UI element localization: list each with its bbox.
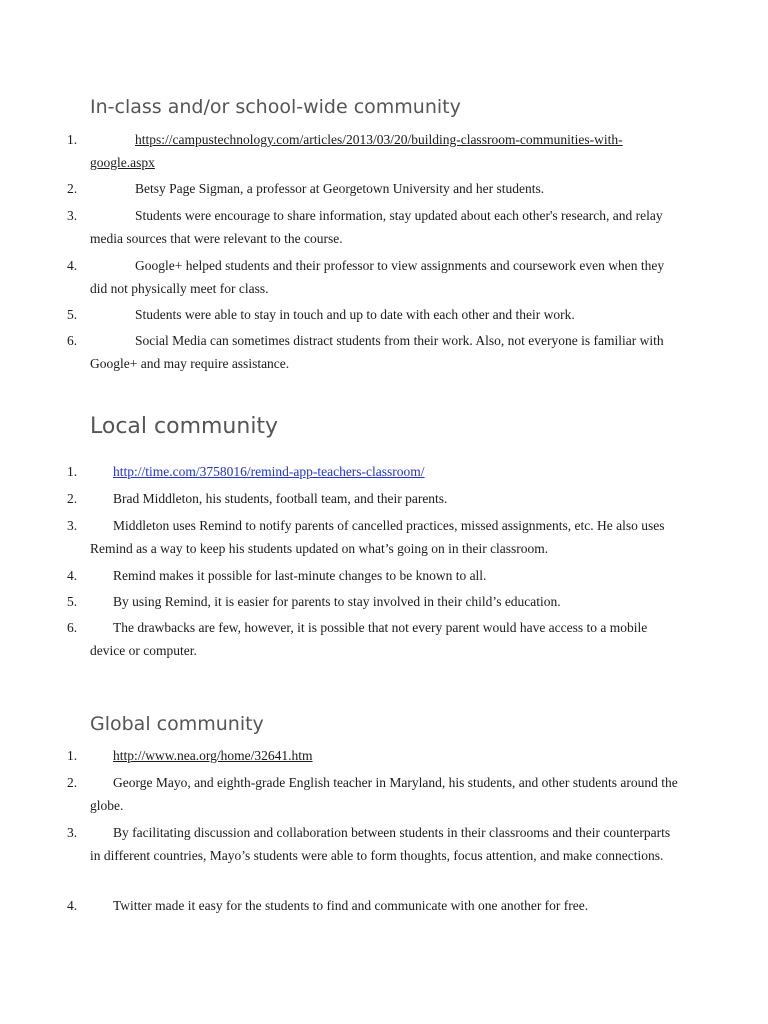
- list-item-text: Middleton uses Remind to notify parents of cancelled practices, missed assignments, etc. He also uses Remind as a way to keep his students updated on what’s going on in their classroom.: [90, 518, 665, 556]
- list-number: 2.: [67, 491, 78, 506]
- list-item-text: The drawbacks are few, however, it is possible that not every parent would have access to a mobile device or computer.: [90, 620, 648, 658]
- list-number: 2.: [67, 181, 78, 196]
- list-number: 5.: [67, 594, 78, 609]
- section-heading-in-class: In-class and/or school-wide community: [90, 96, 461, 118]
- list-item-text: By facilitating discussion and collaboration between students in their classrooms and their counterparts in different countries, Mayo’s students were able to form thoughts, focus attention, and make connections.: [90, 825, 671, 863]
- list-item-text: Students were able to stay in touch and up to date with each other and their work.: [135, 307, 575, 322]
- list-number: 4.: [67, 258, 78, 273]
- list-item: [0, 771, 768, 815]
- list-item-text: George Mayo, and eighth-grade English teacher in Maryland, his students, and other students around the globe.: [90, 775, 678, 813]
- list-item: [0, 616, 768, 660]
- list-number: 4.: [67, 898, 78, 913]
- list-item-text: Remind makes it possible for last-minute changes to be known to all.: [113, 568, 487, 583]
- list-item: [0, 894, 768, 938]
- list-number: 5.: [67, 307, 78, 322]
- list-item: [0, 128, 768, 172]
- list-item: [0, 329, 768, 373]
- nea-link[interactable]: http://www.nea.org/home/32641.htm: [113, 748, 313, 763]
- section-heading-local: Local community: [90, 414, 279, 439]
- section-heading-global: Global community: [90, 713, 264, 735]
- list-item-text: Google+ helped students and their professor to view assignments and coursework even when they did not physically meet for class.: [90, 258, 665, 296]
- list-item: [0, 254, 768, 298]
- list-number: 4.: [67, 568, 78, 583]
- list-number: 3.: [67, 825, 78, 840]
- list-item-text: By using Remind, it is easier for parents to stay involved in their child’s education.: [113, 594, 561, 609]
- list-item-text: Brad Middleton, his students, football team, and their parents.: [113, 491, 448, 506]
- list-number: 1.: [67, 464, 78, 479]
- list-item: [0, 514, 768, 558]
- list-item-text: Twitter made it easy for the students to find and communicate with one another for free.: [113, 898, 589, 913]
- list-number: 6.: [67, 333, 78, 348]
- list-item-text: Social Media can sometimes distract students from their work. Also, not everyone is familiar with Google+ and may require assistance.: [90, 333, 664, 371]
- list-item-text: Students were encourage to share information, stay updated about each other's research, and relay media sources that were relevant to the course.: [90, 208, 663, 246]
- time-article-link[interactable]: http://time.com/3758016/remind-app-teachers-classroom/: [113, 464, 425, 479]
- list-number: 2.: [67, 775, 78, 790]
- list-item-text: Betsy Page Sigman, a professor at Georgetown University and her students.: [135, 181, 545, 196]
- list-number: 1.: [67, 748, 78, 763]
- list-number: 3.: [67, 518, 78, 533]
- list-number: 1.: [67, 132, 78, 147]
- list-item: [0, 821, 768, 865]
- campustechnology-link[interactable]: https://campustechnology.com/articles/2013/03/20/building-classroom-communities-with-google.aspx: [90, 132, 623, 170]
- list-item: [0, 204, 768, 248]
- list-number: 6.: [67, 620, 78, 635]
- list-number: 3.: [67, 208, 78, 223]
